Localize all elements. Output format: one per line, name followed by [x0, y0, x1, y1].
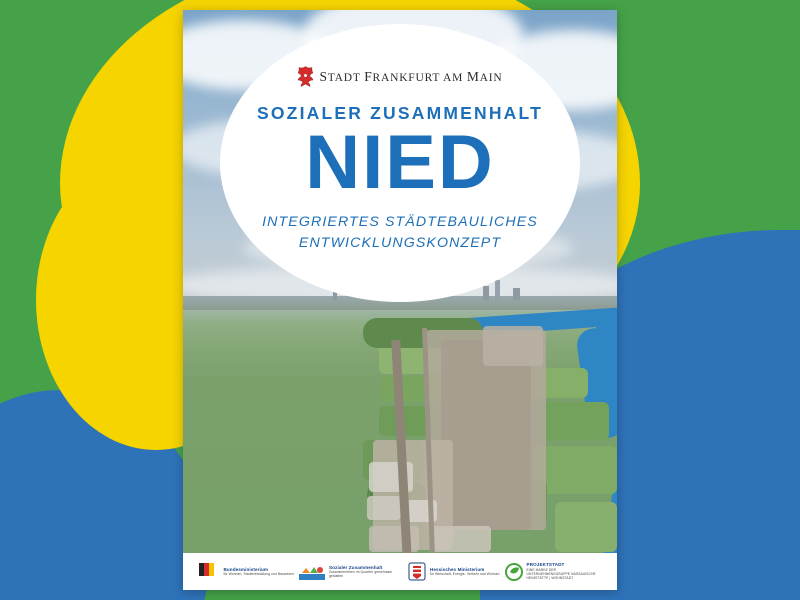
city-crest-label: STADT FRANKFURT AM MAIN — [319, 68, 503, 84]
sozialer-zusammenhalt-logo-text: Sozialer Zusammenhalt Zusammenleben im Quartier gemeinsam gestalten — [328, 564, 393, 579]
city-crest — [297, 66, 502, 87]
projektstadt-logo — [505, 562, 601, 580]
field-patch — [535, 402, 609, 440]
sozialer-zusammenhalt-logo — [299, 562, 403, 582]
land-hessen-logo — [408, 562, 500, 582]
bundesministerium-logo — [199, 562, 294, 582]
building-block — [369, 526, 419, 552]
projektstadt-leaf-icon — [505, 563, 523, 581]
logo-strip — [183, 553, 617, 590]
urban-area — [441, 340, 531, 530]
cover-subtitle-line-1: INTEGRIERTES STÄDTEBAULICHES — [262, 213, 538, 230]
bundesministerium-logo-text: Bundesministerium für Wohnen, Stadtentwicklung und Bauwesen — [223, 566, 295, 577]
building-block — [367, 496, 401, 520]
page-title: NIED — [305, 120, 495, 205]
projektstadt-logo-text: PROJEKTSTADT EINE MARKE DER UNTERNEHMENSGRUPPE NASSAUISCHE HEIMSTÄTTE | WOHNSTADT — [526, 562, 596, 581]
title-block — [183, 10, 617, 310]
bundesadler-icon — [199, 562, 219, 582]
cover-subtitle-line-2: ENTWICKLUNGSKONZEPT — [298, 234, 502, 251]
building-block — [431, 526, 491, 552]
hessen-lion-icon — [408, 562, 426, 582]
land-hessen-logo-text: Hessisches Ministerium für Wirtschaft, Energie, Verkehr und Wohnen — [429, 566, 500, 577]
urban-area — [483, 326, 543, 366]
cover-kicker: SOZIALER ZUSAMMENHALT — [257, 103, 543, 123]
people-houses-icon — [299, 562, 325, 582]
cover-subtitle — [262, 212, 538, 253]
field-patch — [555, 502, 617, 552]
document-cover — [183, 10, 617, 590]
frankfurt-eagle-crest-icon — [297, 66, 314, 87]
